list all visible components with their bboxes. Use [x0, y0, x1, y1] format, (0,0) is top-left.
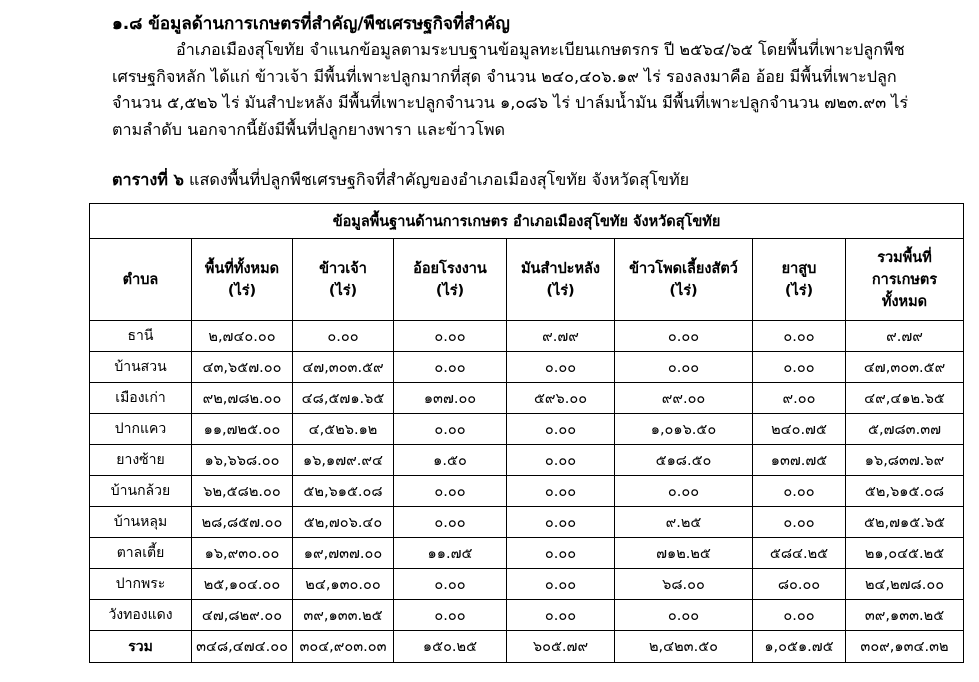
- paragraph-line: อำเภอเมืองสุโขทัย จำแนกข้อมูลตามระบบฐานข้อมูลทะเบียนเกษตรกร ปี ๒๕๖๔/๖๕ โดยพื้นที่เพาะปลูกพืช: [176, 40, 905, 59]
- table-row: [90, 445, 964, 476]
- value-cell: ๑๖,๘๓๗.๖๙: [846, 445, 964, 476]
- value-cell: ๔๗,๓๐๓.๕๙: [293, 352, 394, 383]
- value-cell: ๐.๐๐: [507, 507, 615, 538]
- value-cell: ๐.๐๐: [753, 507, 846, 538]
- header-total-agri-area: [846, 239, 964, 321]
- value-cell: ๒๕,๑๐๔.๐๐: [192, 569, 293, 600]
- value-cell: ๙๙.๐๐: [615, 383, 753, 414]
- value-cell: ๐.๐๐: [507, 569, 615, 600]
- value-cell: ๐.๐๐: [753, 476, 846, 507]
- agriculture-table: [89, 203, 964, 663]
- value-cell: ๑๓๗.๐๐: [394, 383, 507, 414]
- value-cell: ๐.๐๐: [615, 600, 753, 631]
- value-cell: ๑.๕๐: [394, 445, 507, 476]
- value-cell: ๐.๐๐: [753, 600, 846, 631]
- header-text-line: พื้นที่ทั้งหมด: [204, 260, 280, 277]
- value-cell: ๕๒,๖๑๕.๐๘: [846, 476, 964, 507]
- value-cell: ๑๖,๙๓๐.๐๐: [192, 538, 293, 569]
- value-cell: ๒๔,๑๓๐.๐๐: [293, 569, 394, 600]
- value-cell: ๐.๐๐: [507, 414, 615, 445]
- value-cell: ๕,๗๘๓.๓๗: [846, 414, 964, 445]
- section-paragraph: [112, 37, 962, 143]
- value-cell: ๐.๐๐: [753, 352, 846, 383]
- header-maize: [615, 239, 753, 321]
- header-text-line: ตำบล: [122, 271, 159, 288]
- value-cell: ๐.๐๐: [394, 414, 507, 445]
- table-row: [90, 383, 964, 414]
- value-cell: ๐.๐๐: [394, 507, 507, 538]
- paragraph-line: จำนวน ๕,๕๒๖ ไร่ มันสำปะหลัง มีพื้นที่เพาะปลูกจำนวน ๑,๐๘๖ ไร่ ปาล์มน้ำมัน มีพื้นที่เพาะปลูกจำนวน ๗๒๓.๙๓ ไร่: [112, 93, 909, 112]
- header-text-line: (ไร่): [227, 282, 257, 299]
- value-cell: ๙๒,๗๘๒.๐๐: [192, 383, 293, 414]
- value-cell: ๔๙,๔๑๒.๖๕: [846, 383, 964, 414]
- value-cell: ๑๖,๑๗๙.๙๔: [293, 445, 394, 476]
- total-value-cell: ๒,๔๒๓.๕๐: [615, 631, 753, 663]
- value-cell: ๒๑,๐๔๕.๒๕: [846, 538, 964, 569]
- value-cell: ๕๒,๗๑๕.๖๕: [846, 507, 964, 538]
- header-total-area: [192, 239, 293, 321]
- section-heading: ๑.๘ ข้อมูลด้านการเกษตรที่สำคัญ/พืชเศรษฐกิจที่สำคัญ: [112, 14, 510, 34]
- header-sugarcane: [394, 239, 507, 321]
- value-cell: ๒,๗๔๐.๐๐: [192, 321, 293, 352]
- table-row: [90, 538, 964, 569]
- value-cell: ๙.๗๙: [846, 321, 964, 352]
- total-value-cell: ๓๐๙,๑๓๔.๓๒: [846, 631, 964, 663]
- header-text-line: มันสำปะหลัง: [521, 260, 600, 277]
- value-cell: ๗๑๒.๒๕: [615, 538, 753, 569]
- value-cell: ๐.๐๐: [615, 352, 753, 383]
- value-cell: ๐.๐๐: [394, 600, 507, 631]
- paragraph-line: ตามลำดับ นอกจากนี้ยังมีพื้นที่ปลูกยางพารา และข้าวโพด: [112, 119, 506, 139]
- table-total-row: [90, 631, 964, 663]
- value-cell: ๙.๗๙: [507, 321, 615, 352]
- subdistrict-cell: บ้านสวน: [90, 352, 192, 383]
- header-text-line: อ้อยโรงงาน: [413, 260, 487, 277]
- value-cell: ๕๙๖.๐๐: [507, 383, 615, 414]
- value-cell: ๕๒,๖๑๕.๐๘: [293, 476, 394, 507]
- value-cell: ๓๙,๑๓๓.๒๕: [293, 600, 394, 631]
- value-cell: ๙.๐๐: [753, 383, 846, 414]
- total-value-cell: ๓๐๔,๙๐๓.๐๓: [293, 631, 394, 663]
- header-text-line: (ไร่): [784, 282, 814, 299]
- value-cell: ๑,๐๑๖.๕๐: [615, 414, 753, 445]
- subdistrict-cell: ยางซ้าย: [90, 445, 192, 476]
- table-row: [90, 507, 964, 538]
- header-text-line: ข้าวเจ้า: [319, 260, 367, 277]
- value-cell: ๐.๐๐: [394, 476, 507, 507]
- value-cell: ๒๘,๘๕๗.๐๐: [192, 507, 293, 538]
- value-cell: ๑๓๗.๗๕: [753, 445, 846, 476]
- table-row: [90, 414, 964, 445]
- value-cell: ๙.๒๕: [615, 507, 753, 538]
- value-cell: ๐.๐๐: [507, 476, 615, 507]
- value-cell: ๑๙,๗๓๗.๐๐: [293, 538, 394, 569]
- table-row: [90, 476, 964, 507]
- value-cell: ๔๗,๓๐๓.๕๙: [846, 352, 964, 383]
- total-value-cell: ๑,๐๕๑.๗๕: [753, 631, 846, 663]
- header-text-line: (ไร่): [669, 282, 698, 299]
- table-row: [90, 321, 964, 352]
- value-cell: ๔๘,๕๗๑.๖๕: [293, 383, 394, 414]
- value-cell: ๒๔๐.๗๕: [753, 414, 846, 445]
- value-cell: ๕๑๘.๕๐: [615, 445, 753, 476]
- value-cell: ๐.๐๐: [394, 569, 507, 600]
- value-cell: ๖๒,๕๘๒.๐๐: [192, 476, 293, 507]
- header-text-line: ข้าวโพดเลี้ยงสัตว์: [629, 260, 738, 277]
- subdistrict-cell: ตาลเตี้ย: [90, 538, 192, 569]
- value-cell: ๐.๐๐: [507, 352, 615, 383]
- header-text-line: (ไร่): [546, 282, 575, 299]
- header-tobacco: [753, 239, 846, 321]
- header-rice: [293, 239, 394, 321]
- header-text-line: ยาสูบ: [781, 260, 817, 277]
- value-cell: ๒๔,๒๗๘.๐๐: [846, 569, 964, 600]
- value-cell: ๔๗,๘๒๙.๐๐: [192, 600, 293, 631]
- paragraph-line: เศรษฐกิจหลัก ได้แก่ ข้าวเจ้า มีพื้นที่เพาะปลูกมากที่สุด จำนวน ๒๔๐,๔๐๖.๑๙ ไร่ รองลงมาคือ อ้อย มีพื้นที่เพาะปลูก: [112, 66, 897, 86]
- table-row: [90, 569, 964, 600]
- value-cell: ๐.๐๐: [293, 321, 394, 352]
- value-cell: ๔,๕๒๖.๑๒: [293, 414, 394, 445]
- value-cell: ๑๑.๗๕: [394, 538, 507, 569]
- value-cell: ๐.๐๐: [394, 352, 507, 383]
- table-caption: [112, 167, 689, 193]
- total-value-cell: ๑๕๐.๒๕: [394, 631, 507, 663]
- subdistrict-cell: วังทองแดง: [90, 600, 192, 631]
- value-cell: ๐.๐๐: [507, 445, 615, 476]
- total-value-cell: ๓๔๘,๔๗๔.๐๐: [192, 631, 293, 663]
- subdistrict-cell: ธานี: [90, 321, 192, 352]
- subdistrict-cell: เมืองเก่า: [90, 383, 192, 414]
- subdistrict-cell: บ้านกล้วย: [90, 476, 192, 507]
- table-row: [90, 600, 964, 631]
- table-row: [90, 352, 964, 383]
- table-caption-label: ตารางที่ ๖: [112, 170, 184, 189]
- header-subdistrict: [90, 239, 192, 321]
- value-cell: ๓๙,๑๓๓.๒๕: [846, 600, 964, 631]
- subdistrict-cell: ปากแคว: [90, 414, 192, 445]
- value-cell: ๐.๐๐: [507, 600, 615, 631]
- value-cell: ๘๐.๐๐: [753, 569, 846, 600]
- value-cell: ๐.๐๐: [615, 321, 753, 352]
- value-cell: ๖๘.๐๐: [615, 569, 753, 600]
- header-text-line: การเกษตร: [871, 271, 938, 288]
- table-header-row: [90, 239, 964, 321]
- value-cell: ๑๖,๖๖๘.๐๐: [192, 445, 293, 476]
- total-label-cell: รวม: [90, 631, 192, 663]
- header-text-line: (ไร่): [435, 282, 465, 299]
- header-text-line: (ไร่): [328, 282, 358, 299]
- header-text-line: รวมพื้นที่: [877, 249, 932, 266]
- subdistrict-cell: ปากพระ: [90, 569, 192, 600]
- table-caption-text: แสดงพื้นที่ปลูกพืชเศรษฐกิจที่สำคัญของอำเภอเมืองสุโขทัย จังหวัดสุโขทัย: [183, 170, 690, 189]
- value-cell: ๐.๐๐: [394, 321, 507, 352]
- subdistrict-cell: บ้านหลุม: [90, 507, 192, 538]
- value-cell: ๔๓,๖๕๗.๐๐: [192, 352, 293, 383]
- value-cell: ๐.๐๐: [507, 538, 615, 569]
- value-cell: ๕๒,๗๐๖.๔๐: [293, 507, 394, 538]
- table-title: ข้อมูลพื้นฐานด้านการเกษตร อำเภอเมืองสุโขทัย จังหวัดสุโขทัย: [90, 204, 964, 239]
- header-cassava: [507, 239, 615, 321]
- value-cell: ๐.๐๐: [615, 476, 753, 507]
- value-cell: ๑๑,๗๒๕.๐๐: [192, 414, 293, 445]
- value-cell: ๕๘๔.๒๕: [753, 538, 846, 569]
- header-text-line: ทั้งหมด: [881, 293, 928, 310]
- value-cell: ๐.๐๐: [753, 321, 846, 352]
- total-value-cell: ๖๐๕.๗๙: [507, 631, 615, 663]
